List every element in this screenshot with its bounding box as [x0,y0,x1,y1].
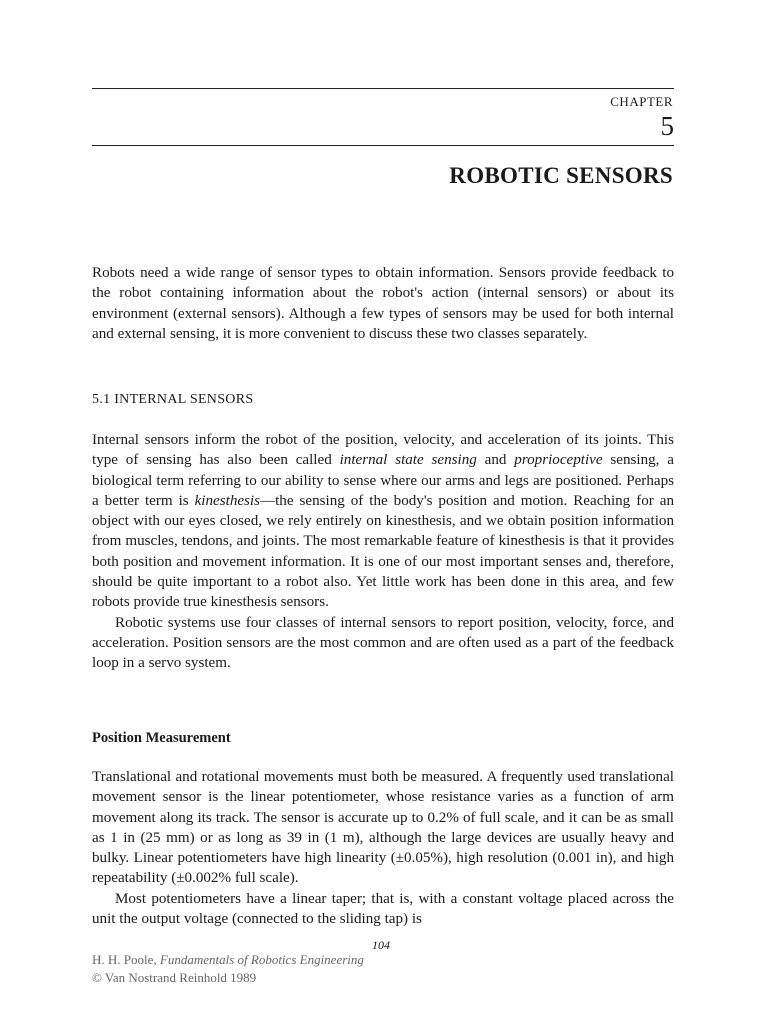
page-number: 104 [372,938,390,952]
intro-text [92,263,674,344]
section-paragraph-2: Robotic systems use four classes of internal sensors to report position, velocity, force, and acceleration. Position sensors are the most common and are often used as a part of the feedback loop in a servo system. [92,614,674,672]
subsection-heading: Position Measurement [92,730,231,746]
section-text [92,430,674,674]
p1-part-a: Internal sensors inform the robot of the position, velocity, and acceleration of its joints. This type of sensing has also been called [92,432,674,469]
p1-part-c: sensing, a biological term referring to our ability to sense where our arms and legs are positioned. Perhaps a better term is [92,452,674,509]
section-paragraph-1 [92,430,674,613]
p1-part-b: and [476,452,515,469]
subsection-paragraph-1: Translational and rotational movements must both be measured. A frequently used translational movement sensor is the linear potentiometer, whose resistance varies as a function of arm movement along its track. The sensor is accurate up to 0.2% of full scale, and it can be as small as 1 in (25 mm) or as long as 39 in (1 m), although the large devices are usually heavy and bulky. Linear potentiometers have high linearity (±0.05%), high resolution (0.001 in), and high repeatability (±0.002% full scale). [92,769,674,887]
section-heading: 5.1 INTERNAL SENSORS [92,392,254,407]
citation-footer [92,951,364,987]
p1-emphasis-1: internal state sensing [339,452,477,469]
citation-author: H. H. Poole, [92,952,160,967]
citation-book-title: Fundamentals of Robotics Engineering [159,952,364,967]
p1-part-d: —the sensing of the body's position and motion. Reaching for an object with our eyes closed, we rely entirely on kinesthesis, and we obtain position information from muscles, tendons, and joints. The most remarkable feature of kinesthesis is that it provides both position and movement information. It is one of our most important senses and, therefore, should be quite important to a robot also. Yet little work has been done in this area, and few robots provide true kinesthesis sensors. [92,492,674,611]
copyright-line: © Van Nostrand Reinhold 1989 [92,970,257,985]
subsection-paragraph-2: Most potentiometers have a linear taper; that is, with a constant voltage placed across the unit the output voltage (connected to the sliding tap) is [92,890,674,928]
p1-emphasis-2: proprioceptive [514,452,603,469]
chapter-number: 5 [660,111,674,141]
chapter-title: ROBOTIC SENSORS [449,163,673,188]
chapter-label: CHAPTER [610,94,673,109]
chapter-rule [92,145,674,146]
citation-line [92,951,364,969]
top-rule [92,88,674,89]
subsection-text [92,767,674,929]
intro-paragraph: Robots need a wide range of sensor types to obtain information. Sensors provide feedback to the robot containing information about the robot's action (internal sensors) or about its environment (external sensors). Although a few types of sensors may be used for both internal and external sensing, it is more convenient to discuss these two classes separately. [92,265,674,342]
p1-emphasis-3: kinesthesis [194,492,261,509]
